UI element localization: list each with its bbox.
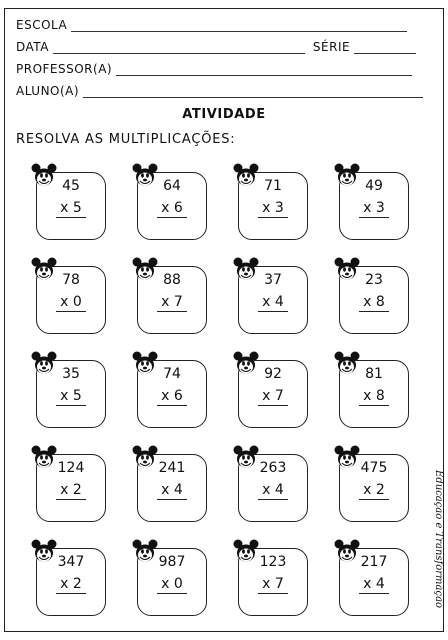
problem-card[interactable] xyxy=(238,266,308,334)
problem-top-number: 37 xyxy=(264,272,282,288)
teacher-line[interactable] xyxy=(116,65,412,76)
problem-top-number: 987 xyxy=(158,554,186,570)
multiplier-text: x 0 xyxy=(56,294,86,312)
multiplier-text: x 2 xyxy=(56,576,86,594)
problem-top-number: 35 xyxy=(62,366,80,382)
problem-top-number: 74 xyxy=(163,366,181,382)
problem-multiplier xyxy=(340,482,408,500)
problem-top-number: 124 xyxy=(57,460,85,476)
multiplier-text: x 2 xyxy=(56,482,86,500)
problem-top-number: 241 xyxy=(158,460,186,476)
multiplier-text: x 3 xyxy=(258,200,288,218)
multiplier-text: x 7 xyxy=(157,294,187,312)
problem-multiplier xyxy=(239,200,307,218)
problem-card[interactable] xyxy=(137,548,207,616)
multiplier-text: x 4 xyxy=(258,482,288,500)
problem-card[interactable] xyxy=(137,172,207,240)
problem-multiplier xyxy=(340,200,408,218)
multiplier-text: x 6 xyxy=(157,388,187,406)
problem-card[interactable] xyxy=(339,360,409,428)
multiplier-text: x 4 xyxy=(157,482,187,500)
teacher-label: PROFESSOR(A) xyxy=(16,62,113,76)
school-line[interactable] xyxy=(71,21,407,32)
multiplier-text: x 6 xyxy=(157,200,187,218)
problem-multiplier xyxy=(37,482,105,500)
problem-multiplier xyxy=(37,576,105,594)
problem-card[interactable] xyxy=(137,360,207,428)
problem-top-number: 78 xyxy=(62,272,80,288)
problem-multiplier xyxy=(239,576,307,594)
problem-card[interactable] xyxy=(339,266,409,334)
problem-top-number: 81 xyxy=(365,366,383,382)
problem-top-number: 49 xyxy=(365,178,383,194)
problem-multiplier xyxy=(37,294,105,312)
problem-top-number: 475 xyxy=(360,460,388,476)
student-line[interactable] xyxy=(83,87,423,98)
problem-multiplier xyxy=(138,388,206,406)
problem-top-number: 71 xyxy=(264,178,282,194)
student-field xyxy=(16,84,423,98)
problem-card[interactable] xyxy=(36,454,106,522)
multiplier-text: x 0 xyxy=(157,576,187,594)
problem-multiplier xyxy=(239,388,307,406)
school-label: ESCOLA xyxy=(16,18,68,32)
date-line[interactable] xyxy=(53,43,305,54)
school-field xyxy=(16,18,407,32)
problem-top-number: 263 xyxy=(259,460,287,476)
problem-card[interactable] xyxy=(36,172,106,240)
instruction-text: RESOLVA AS MULTIPLICAÇÕES: xyxy=(16,132,236,147)
problem-top-number: 92 xyxy=(264,366,282,382)
problem-multiplier xyxy=(239,294,307,312)
problem-multiplier xyxy=(340,294,408,312)
date-label: DATA xyxy=(16,40,49,54)
multiplier-text: x 8 xyxy=(359,294,389,312)
problem-top-number: 45 xyxy=(62,178,80,194)
problem-card[interactable] xyxy=(137,266,207,334)
multiplier-text: x 2 xyxy=(359,482,389,500)
problem-card[interactable] xyxy=(137,454,207,522)
problem-multiplier xyxy=(340,388,408,406)
problem-top-number: 123 xyxy=(259,554,287,570)
teacher-field xyxy=(16,62,412,76)
student-label: ALUNO(A) xyxy=(16,84,80,98)
multiplier-text: x 5 xyxy=(56,388,86,406)
problem-multiplier xyxy=(340,576,408,594)
problem-multiplier xyxy=(138,576,206,594)
problem-multiplier xyxy=(138,294,206,312)
grade-line[interactable] xyxy=(354,43,416,54)
problem-top-number: 217 xyxy=(360,554,388,570)
problem-multiplier xyxy=(239,482,307,500)
multiplier-text: x 7 xyxy=(258,576,288,594)
problem-top-number: 64 xyxy=(163,178,181,194)
grade-label: SÉRIE xyxy=(312,40,351,54)
problem-multiplier xyxy=(37,388,105,406)
problem-card[interactable] xyxy=(238,548,308,616)
problem-multiplier xyxy=(138,200,206,218)
problem-top-number: 347 xyxy=(57,554,85,570)
multiplier-text: x 3 xyxy=(359,200,389,218)
problem-card[interactable] xyxy=(339,454,409,522)
problem-card[interactable] xyxy=(36,360,106,428)
date-field xyxy=(16,40,416,54)
problem-card[interactable] xyxy=(36,266,106,334)
problem-card[interactable] xyxy=(339,172,409,240)
problem-card[interactable] xyxy=(238,172,308,240)
multiplier-text: x 7 xyxy=(258,388,288,406)
multiplier-text: x 8 xyxy=(359,388,389,406)
side-watermark-text: Educação e Transformação xyxy=(433,470,444,609)
problem-multiplier xyxy=(138,482,206,500)
problem-card[interactable] xyxy=(36,548,106,616)
problem-card[interactable] xyxy=(238,454,308,522)
multiplier-text: x 4 xyxy=(359,576,389,594)
problem-card[interactable] xyxy=(339,548,409,616)
problem-card[interactable] xyxy=(238,360,308,428)
problem-top-number: 23 xyxy=(365,272,383,288)
page-title: ATIVIDADE xyxy=(182,107,266,122)
problem-multiplier xyxy=(37,200,105,218)
problem-top-number: 88 xyxy=(163,272,181,288)
multiplier-text: x 5 xyxy=(56,200,86,218)
multiplier-text: x 4 xyxy=(258,294,288,312)
